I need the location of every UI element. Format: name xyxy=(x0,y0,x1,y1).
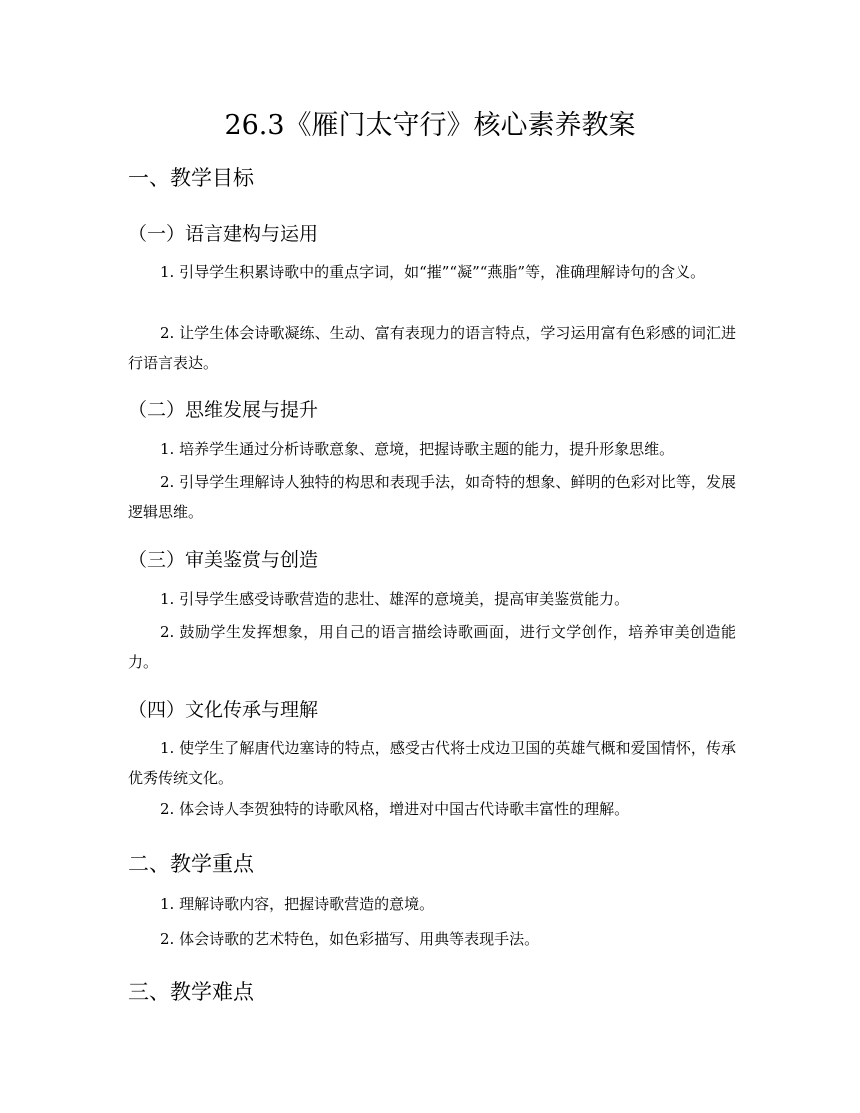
document-title: 26.3《雁门太守行》核心素养教案 xyxy=(224,110,636,141)
paragraph: 1. 引导学生积累诗歌中的重点字词，如“摧”“凝”“燕脂”等，准确理解诗句的含义。 xyxy=(160,263,706,281)
paragraph: 2. 体会诗歌的艺术特色，如色彩描写、用典等表现手法。 xyxy=(160,930,540,948)
section-heading-difficulties: 三、教学难点 xyxy=(128,980,254,1004)
subsection-heading-language: （一）语言建构与运用 xyxy=(128,223,319,245)
paragraph: 2. 体会诗人李贺独特的诗歌风格，增进对中国古代诗歌丰富性的理解。 xyxy=(160,800,630,818)
section-heading-objectives: 一、教学目标 xyxy=(128,166,254,190)
paragraph: 2. 引导学生理解诗人独特的构思和表现手法，如奇特的想象、鲜明的色彩对比等，发展逻辑思维。 xyxy=(128,473,736,521)
paragraph: 1. 引导学生感受诗歌营造的悲壮、雄浑的意境美，提高审美鉴赏能力。 xyxy=(160,590,630,608)
paragraph: 2. 鼓励学生发挥想象，用自己的语言描绘诗歌画面，进行文学创作，培养审美创造能力。 xyxy=(128,623,736,671)
subsection-heading-aesthetics: （三）审美鉴赏与创造 xyxy=(128,549,319,571)
section-heading-key-points: 二、教学重点 xyxy=(128,852,254,876)
paragraph: 1. 培养学生通过分析诗歌意象、意境，把握诗歌主题的能力，提升形象思维。 xyxy=(160,440,675,458)
paragraph: 1. 理解诗歌内容，把握诗歌营造的意境。 xyxy=(160,895,435,913)
subsection-heading-culture: （四）文化传承与理解 xyxy=(128,699,319,721)
subsection-heading-thinking: （二）思维发展与提升 xyxy=(128,399,319,421)
paragraph: 2. 让学生体会诗歌凝练、生动、富有表现力的语言特点，学习运用富有色彩感的词汇进行语言表达。 xyxy=(128,324,736,372)
paragraph: 1. 使学生了解唐代边塞诗的特点，感受古代将士戍边卫国的英雄气概和爱国情怀，传承优秀传统文化。 xyxy=(128,739,736,787)
